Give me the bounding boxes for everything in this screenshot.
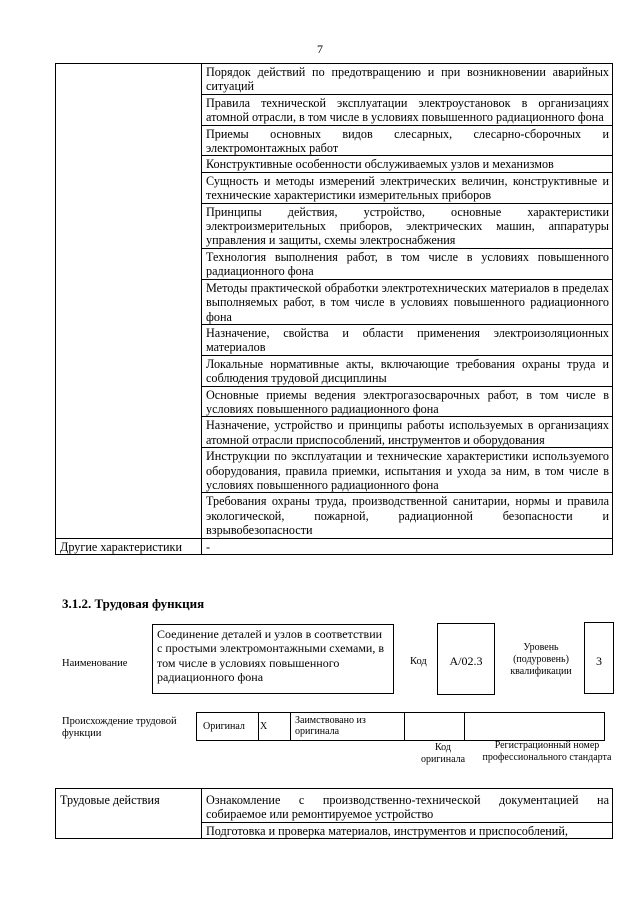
knowledge-item: Основные приемы ведения электрогазосварочных работ, в том числе в условиях повышенного радиационного фона	[202, 386, 613, 417]
reg-number-cell	[465, 713, 605, 741]
knowledge-item: Назначение, свойства и области применения электроизоляционных материалов	[202, 324, 613, 355]
original-mark: X	[259, 713, 291, 741]
other-characteristics-label: Другие характеристики	[56, 538, 202, 554]
knowledge-item: Конструктивные особенности обслуживаемых узлов и механизмов	[202, 156, 613, 172]
code-label: Код	[410, 656, 427, 667]
origin-label: Происхождение трудовой функции	[62, 716, 177, 739]
knowledge-row	[56, 64, 613, 95]
knowledge-item: Методы практической обработки электротехнических материалов в пределах выполняемых работ, в том числе в условиях повышенного радиационного фона	[202, 279, 613, 324]
knowledge-item: Принципы действия, устройство, основные характеристики электроизмерительных приборов, электрических машин, аппаратуры управления и защиты, схемы электроснабжения	[202, 203, 613, 248]
original-label: Оригинал	[197, 713, 259, 741]
code-original-label: Код оригинала	[420, 742, 466, 765]
knowledge-item: Назначение, устройство и принципы работы используемых в организациях атомной отрасли приспособлений, инструментов и оборудования	[202, 417, 613, 448]
qualification-level-value: 3	[584, 622, 614, 694]
qualification-level-label: Уровень (подуровень) квалификации	[510, 642, 572, 677]
code-original-cell	[405, 713, 465, 741]
other-characteristics-row	[56, 538, 613, 554]
knowledge-item: Приемы основных видов слесарных, слесарно-сборочных и электромонтажных работ	[202, 125, 613, 156]
section-title: 3.1.2. Трудовая функция	[62, 596, 205, 611]
labor-actions-table	[55, 788, 613, 839]
knowledge-item: Локальные нормативные акты, включающие требования охраны труда и соблюдения трудовой дисциплины	[202, 355, 613, 386]
knowledge-label-cell	[56, 64, 202, 539]
reg-number-label: Регистрационный номер профессионального стандарта	[482, 740, 612, 763]
borrowed-label: Заимствовано из оригинала	[291, 713, 405, 741]
labor-action-item: Подготовка и проверка материалов, инструментов и приспособлений,	[202, 822, 613, 838]
knowledge-item: Порядок действий по предотвращению и при возникновении аварийных ситуаций	[202, 64, 613, 95]
name-label: Наименование	[62, 658, 128, 669]
code-value: A/02.3	[437, 623, 495, 695]
knowledge-item: Сущность и методы измерений электрических величин, конструктивные и технические характеристики измерительных приборов	[202, 172, 613, 203]
knowledge-item: Инструкции по эксплуатации и технические характеристики используемого оборудования, правила приемки, испытания и ухода за ним, в том числе в условиях повышенного радиационного фона	[202, 448, 613, 493]
knowledge-item: Правила технической эксплуатации электроустановок в организациях атомной отрасли, в том числе в условиях повышенного радиационного фона	[202, 94, 613, 125]
labor-action-item: Ознакомление с производственно-технической документацией на собираемое или ремонтируемое устройство	[202, 789, 613, 823]
other-characteristics-value: -	[202, 538, 613, 554]
page-number: 7	[317, 42, 323, 56]
labor-actions-label: Трудовые действия	[56, 789, 202, 839]
knowledge-item: Технология выполнения работ, в том числе в условиях повышенного радиационного фона	[202, 248, 613, 279]
knowledge-item: Требования охраны труда, производственной санитарии, нормы и правила экологической, пожарной, радиационной безопасности и взрывобезопасности	[202, 493, 613, 538]
knowledge-table	[55, 63, 613, 555]
function-name-field: Соединение деталей и узлов в соответствии с простыми электромонтажными схемами, в том числе в условиях повышенного радиационного фона	[152, 624, 394, 694]
origin-table	[196, 712, 605, 741]
labor-action-row	[56, 789, 613, 823]
